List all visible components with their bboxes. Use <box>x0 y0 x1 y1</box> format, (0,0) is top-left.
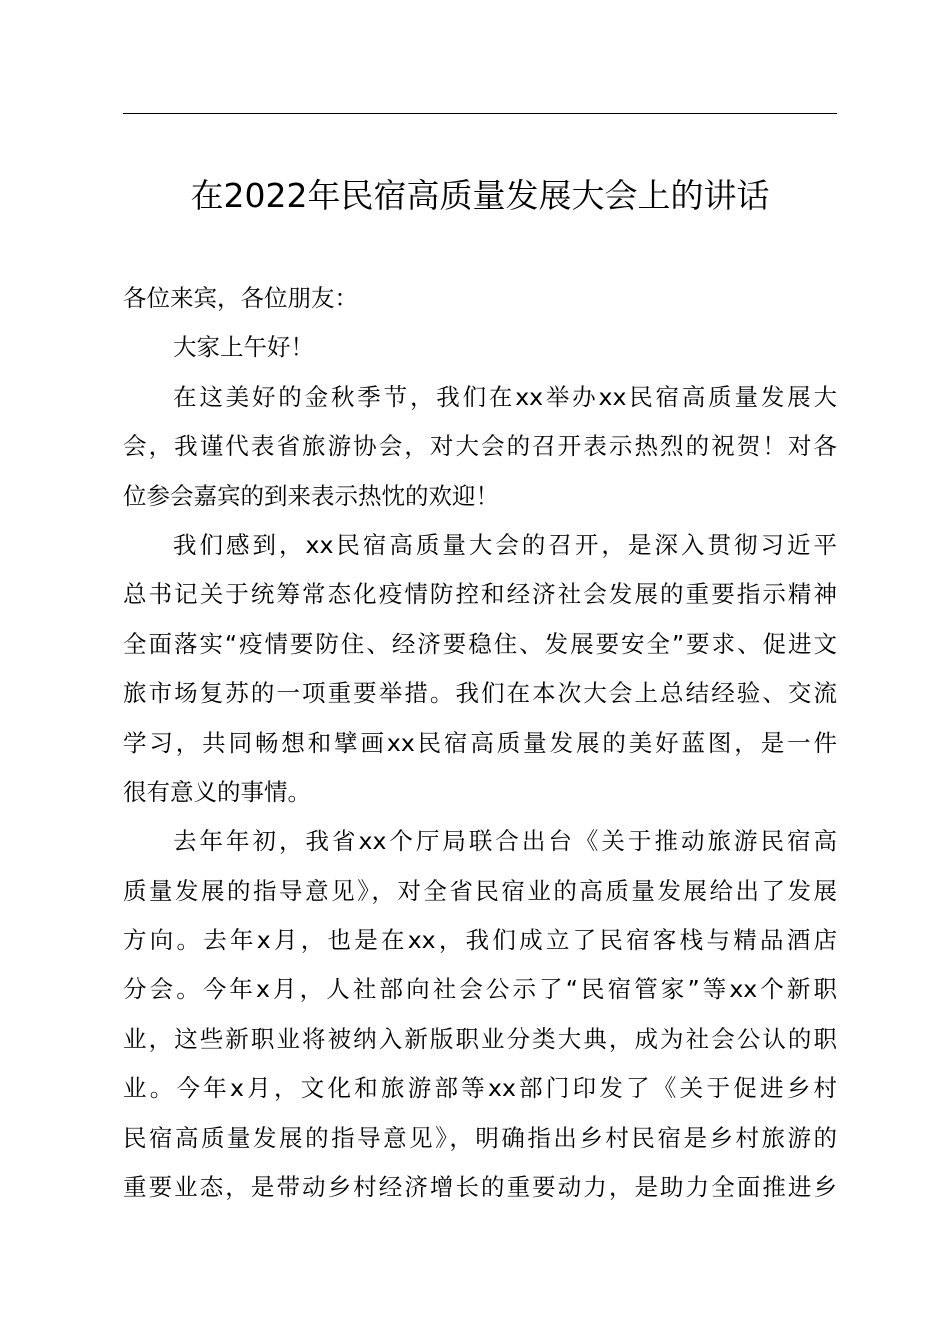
paragraph-2-line: 全面落实“疫情要防住、经济要稳住、发展要安全”要求、促进文 <box>123 629 837 658</box>
paragraph-1-line: 位参会嘉宾的到来表示热忱的欢迎！ <box>123 481 499 510</box>
paragraph-1-line: 在这美好的金秋季节，我们在xx举办xx民宿高质量发展大 <box>173 382 837 411</box>
paragraph-3-line: 业。今年x月，文化和旅游部等xx部门印发了《关于促进乡村 <box>123 1074 837 1103</box>
greeting-line: 大家上午好！ <box>173 333 314 362</box>
paragraph-2-line: 我们感到，xx民宿高质量大会的召开，是深入贯彻习近平 <box>173 530 837 559</box>
paragraph-3-line: 去年年初，我省xx个厅局联合出台《关于推动旅游民宿高 <box>173 827 837 856</box>
paragraph-3-line: 重要业态，是带动乡村经济增长的重要动力，是助力全面推进乡 <box>123 1173 837 1202</box>
header-rule <box>123 113 837 114</box>
document-title: 在2022年民宿高质量发展大会上的讲话 <box>190 176 770 215</box>
document-body <box>123 274 837 1212</box>
paragraph-2-line: 旅市场复苏的一项重要举措。我们在本次大会上总结经验、交流 <box>123 679 837 708</box>
paragraph-3-line: 方向。去年x月，也是在xx，我们成立了民宿客栈与精品酒店 <box>123 926 837 955</box>
paragraph-3-line: 业，这些新职业将被纳入新版职业分类大典，成为社会公认的职 <box>123 1024 837 1053</box>
paragraph-3-line: 民宿高质量发展的指导意见》，明确指出乡村民宿是乡村旅游的 <box>123 1123 837 1152</box>
paragraph-1-line: 会，我谨代表省旅游协会，对大会的召开表示热烈的祝贺！对各 <box>123 432 837 461</box>
salutation-line: 各位来宾，各位朋友： <box>123 284 358 312</box>
paragraph-3-line: 质量发展的指导意见》，对全省民宿业的高质量发展给出了发展 <box>123 876 837 905</box>
paragraph-2-line: 学习，共同畅想和擘画xx民宿高质量发展的美好蓝图，是一件 <box>123 728 837 757</box>
paragraph-2-line: 总书记关于统筹常态化疫情防控和经济社会发展的重要指示精神 <box>123 580 837 609</box>
paragraph-3-line: 分会。今年x月，人社部向社会公示了“民宿管家”等xx个新职 <box>123 975 837 1004</box>
paragraph-2-line: 很有意义的事情。 <box>123 777 311 806</box>
